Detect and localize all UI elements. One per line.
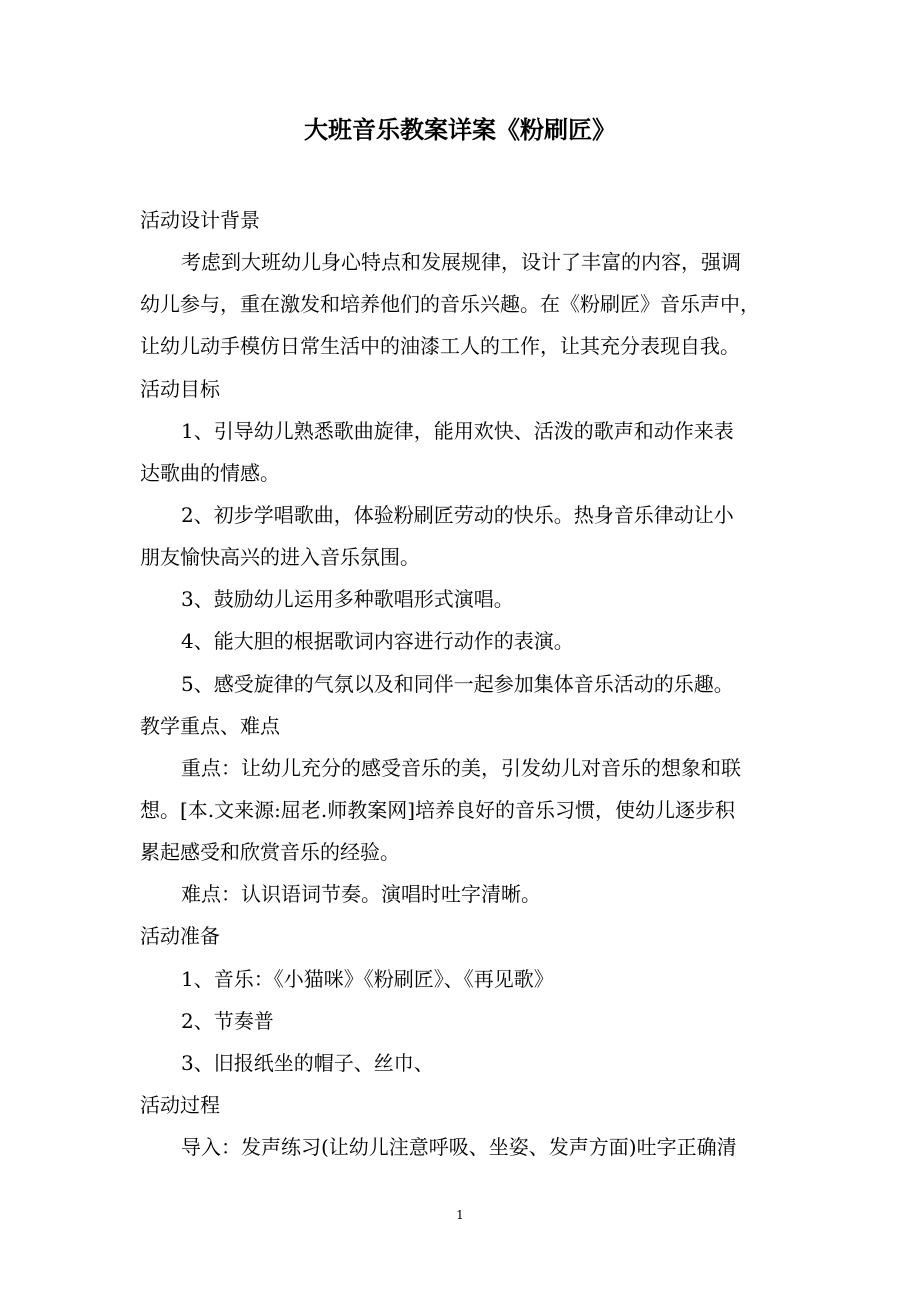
document-title: 大班音乐教案详案《粉刷匠》	[304, 115, 616, 144]
text-line: 朋友愉快高兴的进入音乐氛围。	[140, 545, 420, 570]
paragraph-line: 3、旧报纸坐的帽子、丝巾、	[181, 1050, 434, 1075]
text-line: 活动准备	[140, 924, 220, 949]
text-line: 累起感受和欣赏音乐的经验。	[140, 840, 400, 865]
text-line: 活动目标	[140, 376, 220, 401]
paragraph-line: 重点：让幼儿充分的感受音乐的美，引发幼儿对音乐的想象和联	[181, 755, 741, 780]
paragraph-line: 3、鼓励幼儿运用多种歌唱形式演唱。	[181, 587, 514, 612]
paragraph-line: 考虑到大班幼儿身心特点和发展规律，设计了丰富的内容，强调	[181, 250, 741, 275]
paragraph-line: 2、节奏普	[181, 1008, 274, 1033]
text-line: 幼儿参与，重在激发和培养他们的音乐兴趣。在《粉刷匠》音乐声中，	[140, 292, 760, 317]
paragraph-line: 导入：发声练习(让幼儿注意呼吸、坐姿、发声方面)吐字正确清	[181, 1135, 737, 1160]
text-line: 活动过程	[140, 1092, 220, 1117]
text-line: 想。[本.文来源:屈老.师教案网]培养良好的音乐习惯，使幼儿逐步积	[140, 797, 736, 822]
paragraph-line: 4、能大胆的根据歌词内容进行动作的表演。	[181, 629, 574, 654]
paragraph-line: 1、引导幼儿熟悉歌曲旋律，能用欢快、活泼的歌声和动作来表	[181, 418, 734, 443]
document-body	[140, 199, 800, 1168]
text-line: 让幼儿动手模仿日常生活中的油漆工人的工作，让其充分表现自我。	[140, 334, 740, 359]
text-line: 活动设计背景	[140, 208, 260, 232]
paragraph-line: 5、感受旋律的气氛以及和同伴一起参加集体音乐活动的乐趣。	[181, 671, 734, 696]
paragraph-line: 难点：认识语词节奏。演唱时吐字清晰。	[181, 882, 541, 907]
paragraph-line: 2、初步学唱歌曲，体验粉刷匠劳动的快乐。热身音乐律动让小	[181, 502, 734, 527]
text-line: 教学重点、难点	[140, 713, 280, 738]
page-number: 1	[456, 1208, 464, 1222]
text-line: 达歌曲的情感。	[140, 460, 280, 485]
paragraph-line: 1、音乐：《小猫咪》《粉刷匠》、《再见歌》	[181, 966, 554, 991]
